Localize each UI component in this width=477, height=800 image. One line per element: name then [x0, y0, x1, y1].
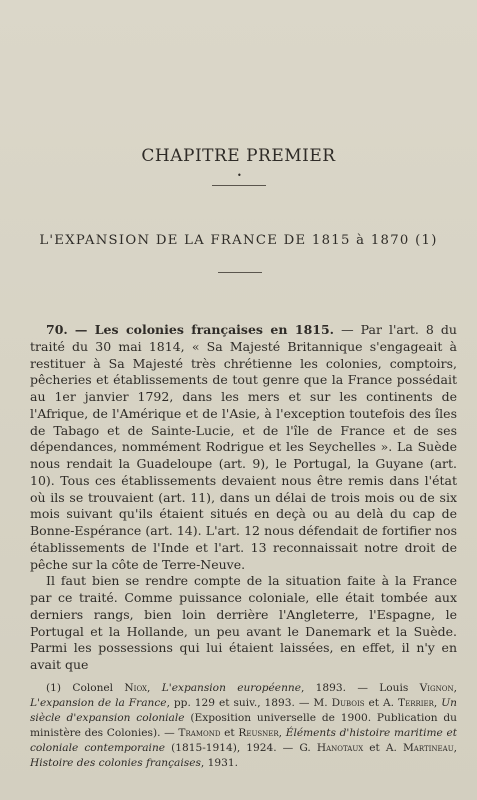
body-text	[30, 322, 457, 674]
footnote-text: ,	[433, 697, 442, 710]
footnote-marker: (1)	[46, 682, 62, 694]
book-title: L'expansion de la France	[30, 697, 167, 710]
footnote-text: (Exposition universelle de 1900. Publication du ministère des Colonies). —	[30, 712, 457, 740]
footnote-text: (1815-1914), 1924. — G.	[165, 742, 317, 755]
paragraph-text: — Par l'art. 8 du traité du 30 mai 1814, « Sa Majesté Britannique s'engageait à restituer à Sa Majesté très chrétienne les colonies, comptoirs, pêcheries et établissements de tout genre que la France possédait au 1er janvier 1792, dans les mers et sur les continents de l'Afrique, de l'Amérique et de l'Asie, à l'exception toutefois des îles de Tabago et de Sainte-Lucie, et de l'île de France et de ses dépendances, nommément Rodrigue et les Seychelles ». La Suède nous rendait la Guadeloupe (art. 9), le Portugal, la Guyane (art. 10). Tous ces établissements devaient nous être remis dans l'état où ils se trouvaient (art. 11), dans un délai de trois mois ou de six mois suivant qu'ils étaient situés en deçà ou au delà du cap de Bonne-Espérance (art. 14). L'art. 12 nous défendait de fortifier nos établissements de l'Inde et l'art. 13 reconnaissait notre droit de pêche sur la côte de Terre-Neuve.	[30, 322, 457, 572]
section-divider	[218, 272, 262, 273]
author-name: Terrier	[398, 697, 434, 710]
footnote-text: , pp. 129 et suiv., 1893. — M.	[166, 697, 332, 710]
section-title: L'EXPANSION DE LA FRANCE DE 1815 à 1870 (1)	[39, 233, 438, 248]
footnote-text: et	[220, 727, 239, 740]
book-title: Un siècle d'expansion coloniale	[30, 697, 457, 725]
ornament-dot: •	[237, 171, 242, 180]
paragraph-heading: — Les colonies françaises en 1815.	[74, 322, 335, 337]
author-name: Martineau	[402, 742, 454, 755]
footnotes	[30, 681, 457, 772]
footnote-text: , 1931.	[200, 757, 238, 770]
footnote-text: et A.	[363, 742, 403, 755]
chapter-divider	[212, 185, 266, 186]
footnote-text: ,	[453, 682, 457, 694]
footnote-text: Colonel	[61, 682, 125, 694]
author-name: Reusner	[238, 727, 279, 740]
footnote-text: ,	[453, 742, 457, 755]
author-name: Vignon	[419, 682, 454, 694]
book-title: Histoire des colonies françaises	[30, 757, 201, 770]
chapter-title: CHAPITRE PREMIER	[141, 146, 336, 166]
author-name: Tramond	[178, 727, 221, 740]
book-title: Éléments d'histoire maritime et coloniale contemporaine	[30, 727, 457, 755]
author-name: Dubois	[331, 697, 365, 710]
footnote-text: , 1893. — Louis	[300, 682, 420, 694]
footnote-text: ,	[278, 727, 286, 740]
paragraph-70	[30, 322, 457, 573]
author-name: Hanotaux	[316, 742, 364, 755]
paragraph-number: 70.	[46, 322, 68, 337]
book-title: L'expansion européenne	[161, 682, 301, 694]
footnote-1	[30, 681, 457, 772]
author-name: Niox	[124, 682, 148, 694]
footnote-text: et A.	[364, 697, 399, 710]
footnote-text: ,	[147, 682, 162, 694]
paragraph-continuation: Il faut bien se rendre compte de la situation faite à la France par ce traité. Comme puissance coloniale, elle était tombée aux derniers rangs, bien loin derrière l'Angleterre, l'Espagne, le Portugal et la Hollande, un peu avant le Danemark et la Suède. Parmi les possessions qui lui étaient laissées, en effet, il n'y en avait que	[30, 573, 457, 672]
